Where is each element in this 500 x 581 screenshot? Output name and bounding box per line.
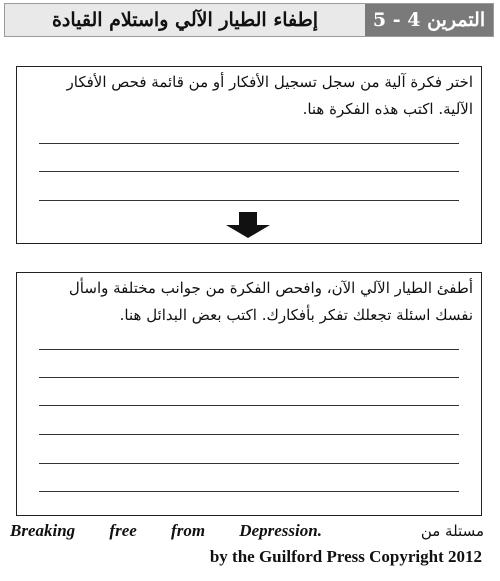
copyright: by the Guilford Press Copyright 2012	[209, 547, 482, 566]
down-arrow-icon	[226, 212, 270, 238]
prompt-line-2: الآلية. اكتب هذه الفكرة هنا.	[302, 100, 473, 118]
prompt-line-1: اختر فكرة آلية من سجل تسجيل الأفكار أو من قائمة فحص الأفكار	[66, 73, 473, 91]
prompt-line-1: أطفئ الطيار الآلي الآن، وافحص الفكرة من جوانب مختلفة واسأل	[68, 279, 473, 297]
writing-line[interactable]	[39, 434, 459, 435]
alternatives-prompt	[17, 273, 481, 329]
writing-line[interactable]	[39, 143, 459, 144]
exercise-title: إطفاء الطيار الآلي واستلام القيادة	[5, 4, 365, 36]
writing-line[interactable]	[39, 171, 459, 172]
alternatives-box	[16, 272, 482, 516]
book-title: Breaking free from Depression.	[10, 521, 322, 540]
source-prefix: مستلة من	[420, 522, 484, 540]
source-footer	[10, 521, 484, 567]
writing-line[interactable]	[39, 463, 459, 464]
automatic-thought-prompt	[17, 67, 481, 123]
exercise-number: التمرين 4 - 5	[365, 4, 493, 36]
writing-line[interactable]	[39, 491, 459, 492]
writing-line[interactable]	[39, 405, 459, 406]
prompt-line-2: نفسك اسئلة تجعلك تفكر بأفكارك. اكتب بعض البدائل هنا.	[119, 306, 473, 324]
writing-line[interactable]	[39, 349, 459, 350]
writing-line[interactable]	[39, 200, 459, 201]
exercise-header	[4, 3, 494, 37]
writing-line[interactable]	[39, 377, 459, 378]
